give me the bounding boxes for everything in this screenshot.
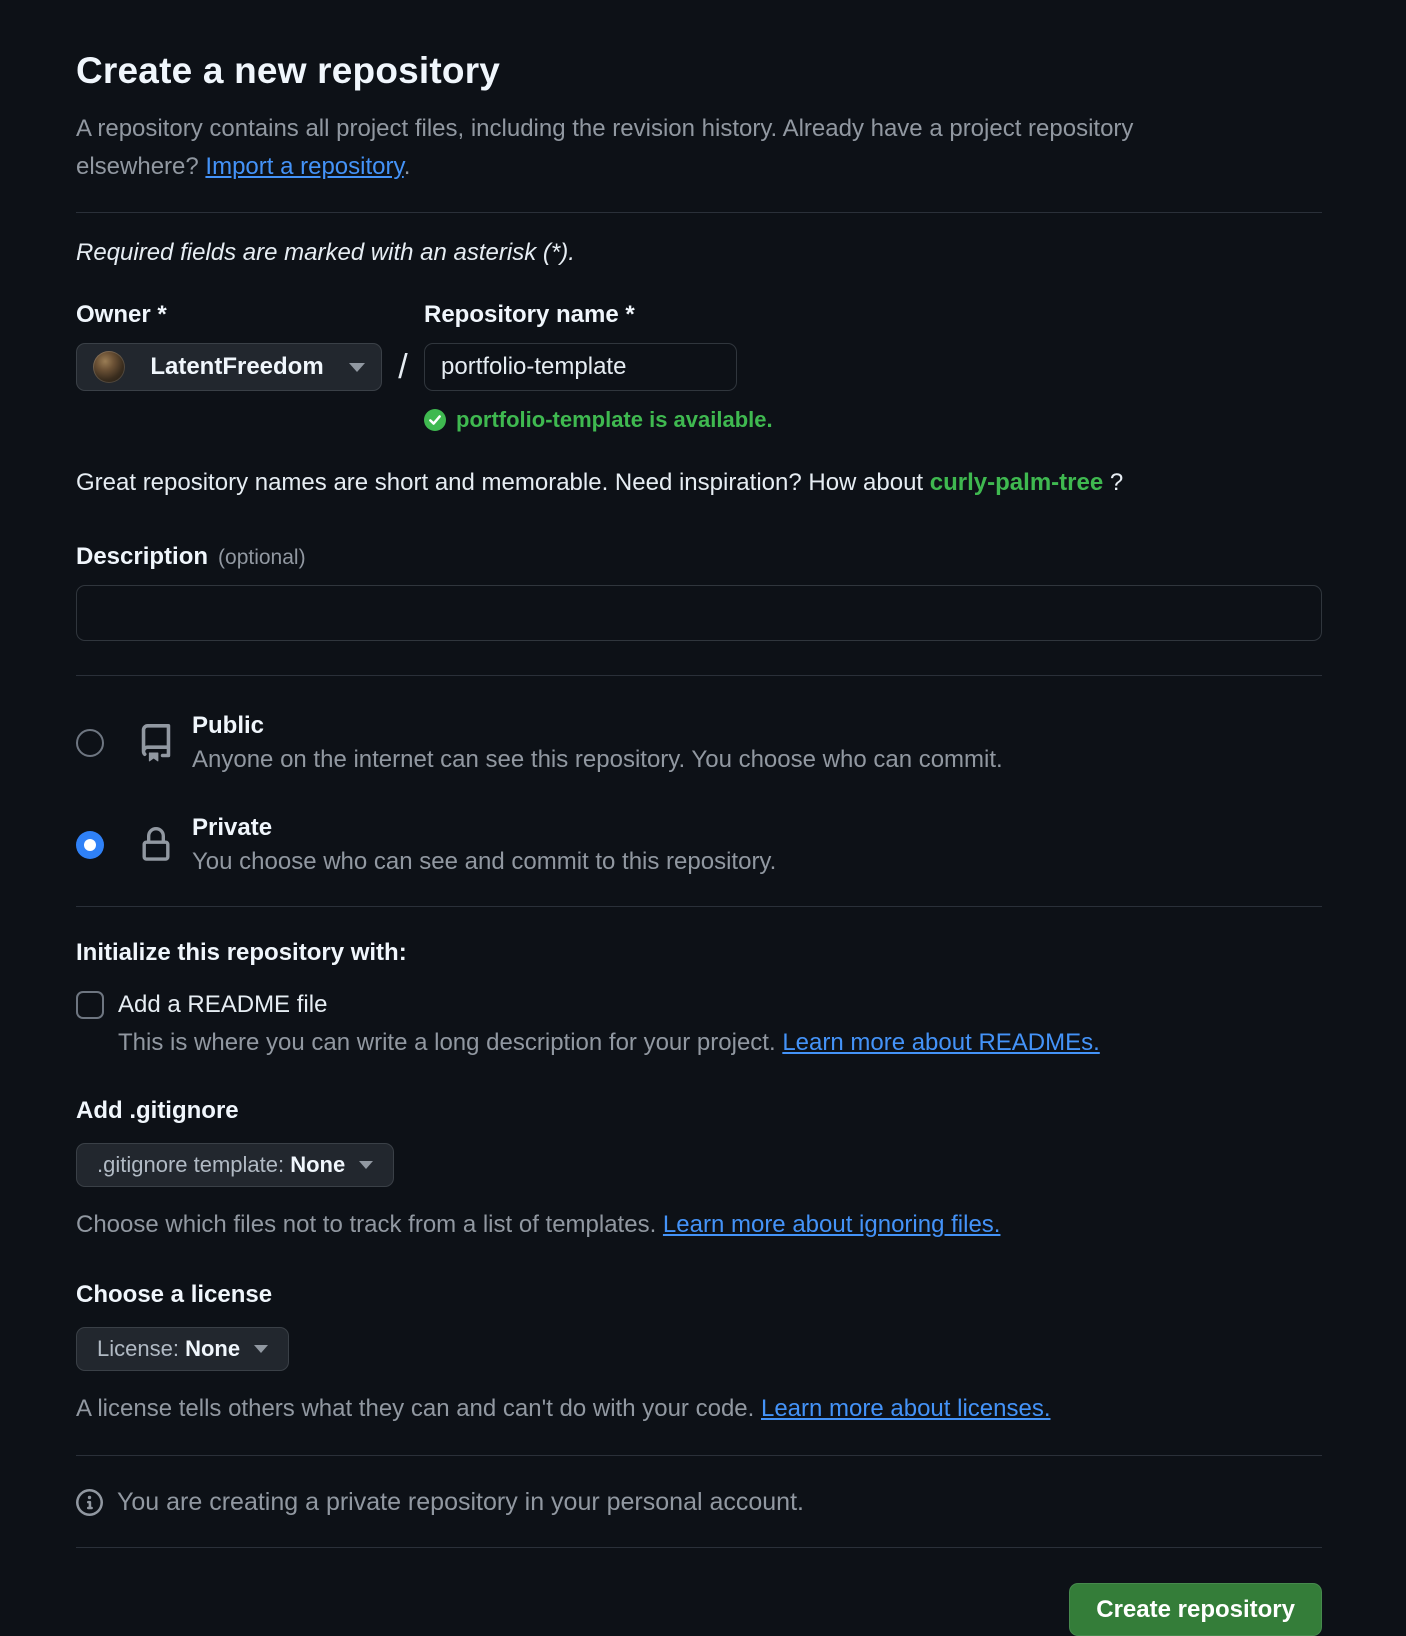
gitignore-template-dropdown[interactable] (76, 1143, 394, 1187)
initialize-heading: Initialize this repository with: (76, 939, 407, 966)
divider (76, 675, 1322, 676)
divider (76, 1455, 1322, 1456)
gitignore-heading: Add .gitignore (76, 1097, 239, 1124)
license-description-text: A license tells others what they can and can't do with your code. (76, 1395, 761, 1422)
repository-name-input[interactable] (424, 343, 737, 391)
chevron-down-icon (254, 1345, 268, 1353)
learn-more-ignoring-files-link[interactable]: Learn more about ignoring files. (662, 1211, 1001, 1238)
privacy-notice-text: You are creating a private repository in your personal account. (117, 1488, 804, 1516)
readme-checkbox-label: Add a README file (118, 991, 328, 1018)
user-avatar (93, 351, 125, 383)
readme-checkbox-row (76, 991, 1322, 1019)
owner-repo-labels (76, 301, 1322, 329)
repo-book-icon (136, 724, 176, 762)
create-repository-button[interactable]: Create repository (1069, 1583, 1322, 1636)
privacy-notice (76, 1488, 1322, 1517)
owner-name: LatentFreedom (150, 353, 324, 380)
license-heading: Choose a license (76, 1281, 273, 1308)
visibility-option-private (76, 814, 1322, 876)
private-option-texts (192, 814, 776, 876)
divider (76, 906, 1322, 907)
readme-checkbox[interactable] (76, 991, 104, 1019)
license-dropdown[interactable] (76, 1327, 289, 1371)
gitignore-description-text: Choose which files not to track from a list of templates. (76, 1211, 663, 1238)
gitignore-dropdown-value: None (290, 1152, 346, 1177)
public-option-label: Public (192, 712, 265, 739)
suggestion-text-after: ? (1103, 469, 1124, 496)
intro-text-suffix: . (403, 153, 411, 180)
info-icon (76, 1489, 103, 1516)
repository-name-label: Repository name * (424, 301, 635, 328)
readme-description-text: This is where you can write a long description for your project. (118, 1029, 783, 1056)
description-label-row (76, 543, 1322, 571)
divider (76, 212, 1322, 213)
name-suggestion (76, 469, 1322, 497)
public-option-description: Anyone on the internet can see this repository. You choose who can commit. (192, 746, 1003, 773)
visibility-option-public (76, 712, 1322, 774)
license-dropdown-value: None (185, 1336, 241, 1361)
public-option-texts (192, 712, 1003, 774)
divider (76, 1547, 1322, 1548)
description-optional-tag: (optional) (218, 546, 306, 569)
description-input[interactable] (76, 585, 1322, 641)
license-dropdown-prefix: License: (97, 1336, 179, 1361)
gitignore-dropdown-prefix: .gitignore template: (97, 1152, 285, 1177)
suggested-repo-name-link[interactable]: curly-palm-tree (929, 469, 1104, 496)
private-option-label: Private (192, 814, 273, 841)
intro-text-before: A repository contains all project files, including the revision history. Already have a project repository elsewhere? (76, 115, 1134, 180)
learn-more-licenses-link[interactable]: Learn more about licenses. (760, 1395, 1051, 1422)
private-option-description: You choose who can see and commit to this repository. (192, 848, 777, 875)
owner-repo-separator: / (398, 347, 408, 386)
submit-row (76, 1583, 1322, 1636)
intro-text (76, 110, 1256, 186)
description-label: Description (76, 543, 209, 570)
suggestion-text-before: Great repository names are short and memorable. Need inspiration? How about (76, 469, 930, 496)
lock-icon (136, 827, 176, 863)
availability-text: portfolio-template is available. (456, 407, 773, 432)
learn-more-readmes-link[interactable]: Learn more about READMEs. (782, 1029, 1100, 1056)
chevron-down-icon (349, 363, 365, 372)
chevron-down-icon (359, 1161, 373, 1169)
owner-repo-controls (76, 343, 1322, 391)
private-radio[interactable] (76, 831, 104, 859)
import-repository-link[interactable]: Import a repository (205, 153, 404, 180)
owner-label: Owner * (76, 301, 167, 328)
readme-description (118, 1029, 1322, 1057)
required-fields-note: Required fields are marked with an asterisk (*). (76, 239, 575, 266)
owner-dropdown[interactable] (76, 343, 382, 391)
public-radio[interactable] (76, 729, 104, 757)
gitignore-description (76, 1211, 1322, 1239)
check-circle-icon (424, 409, 446, 431)
page-title: Create a new repository (76, 50, 501, 91)
availability-message (424, 407, 1322, 433)
license-description (76, 1395, 1322, 1423)
